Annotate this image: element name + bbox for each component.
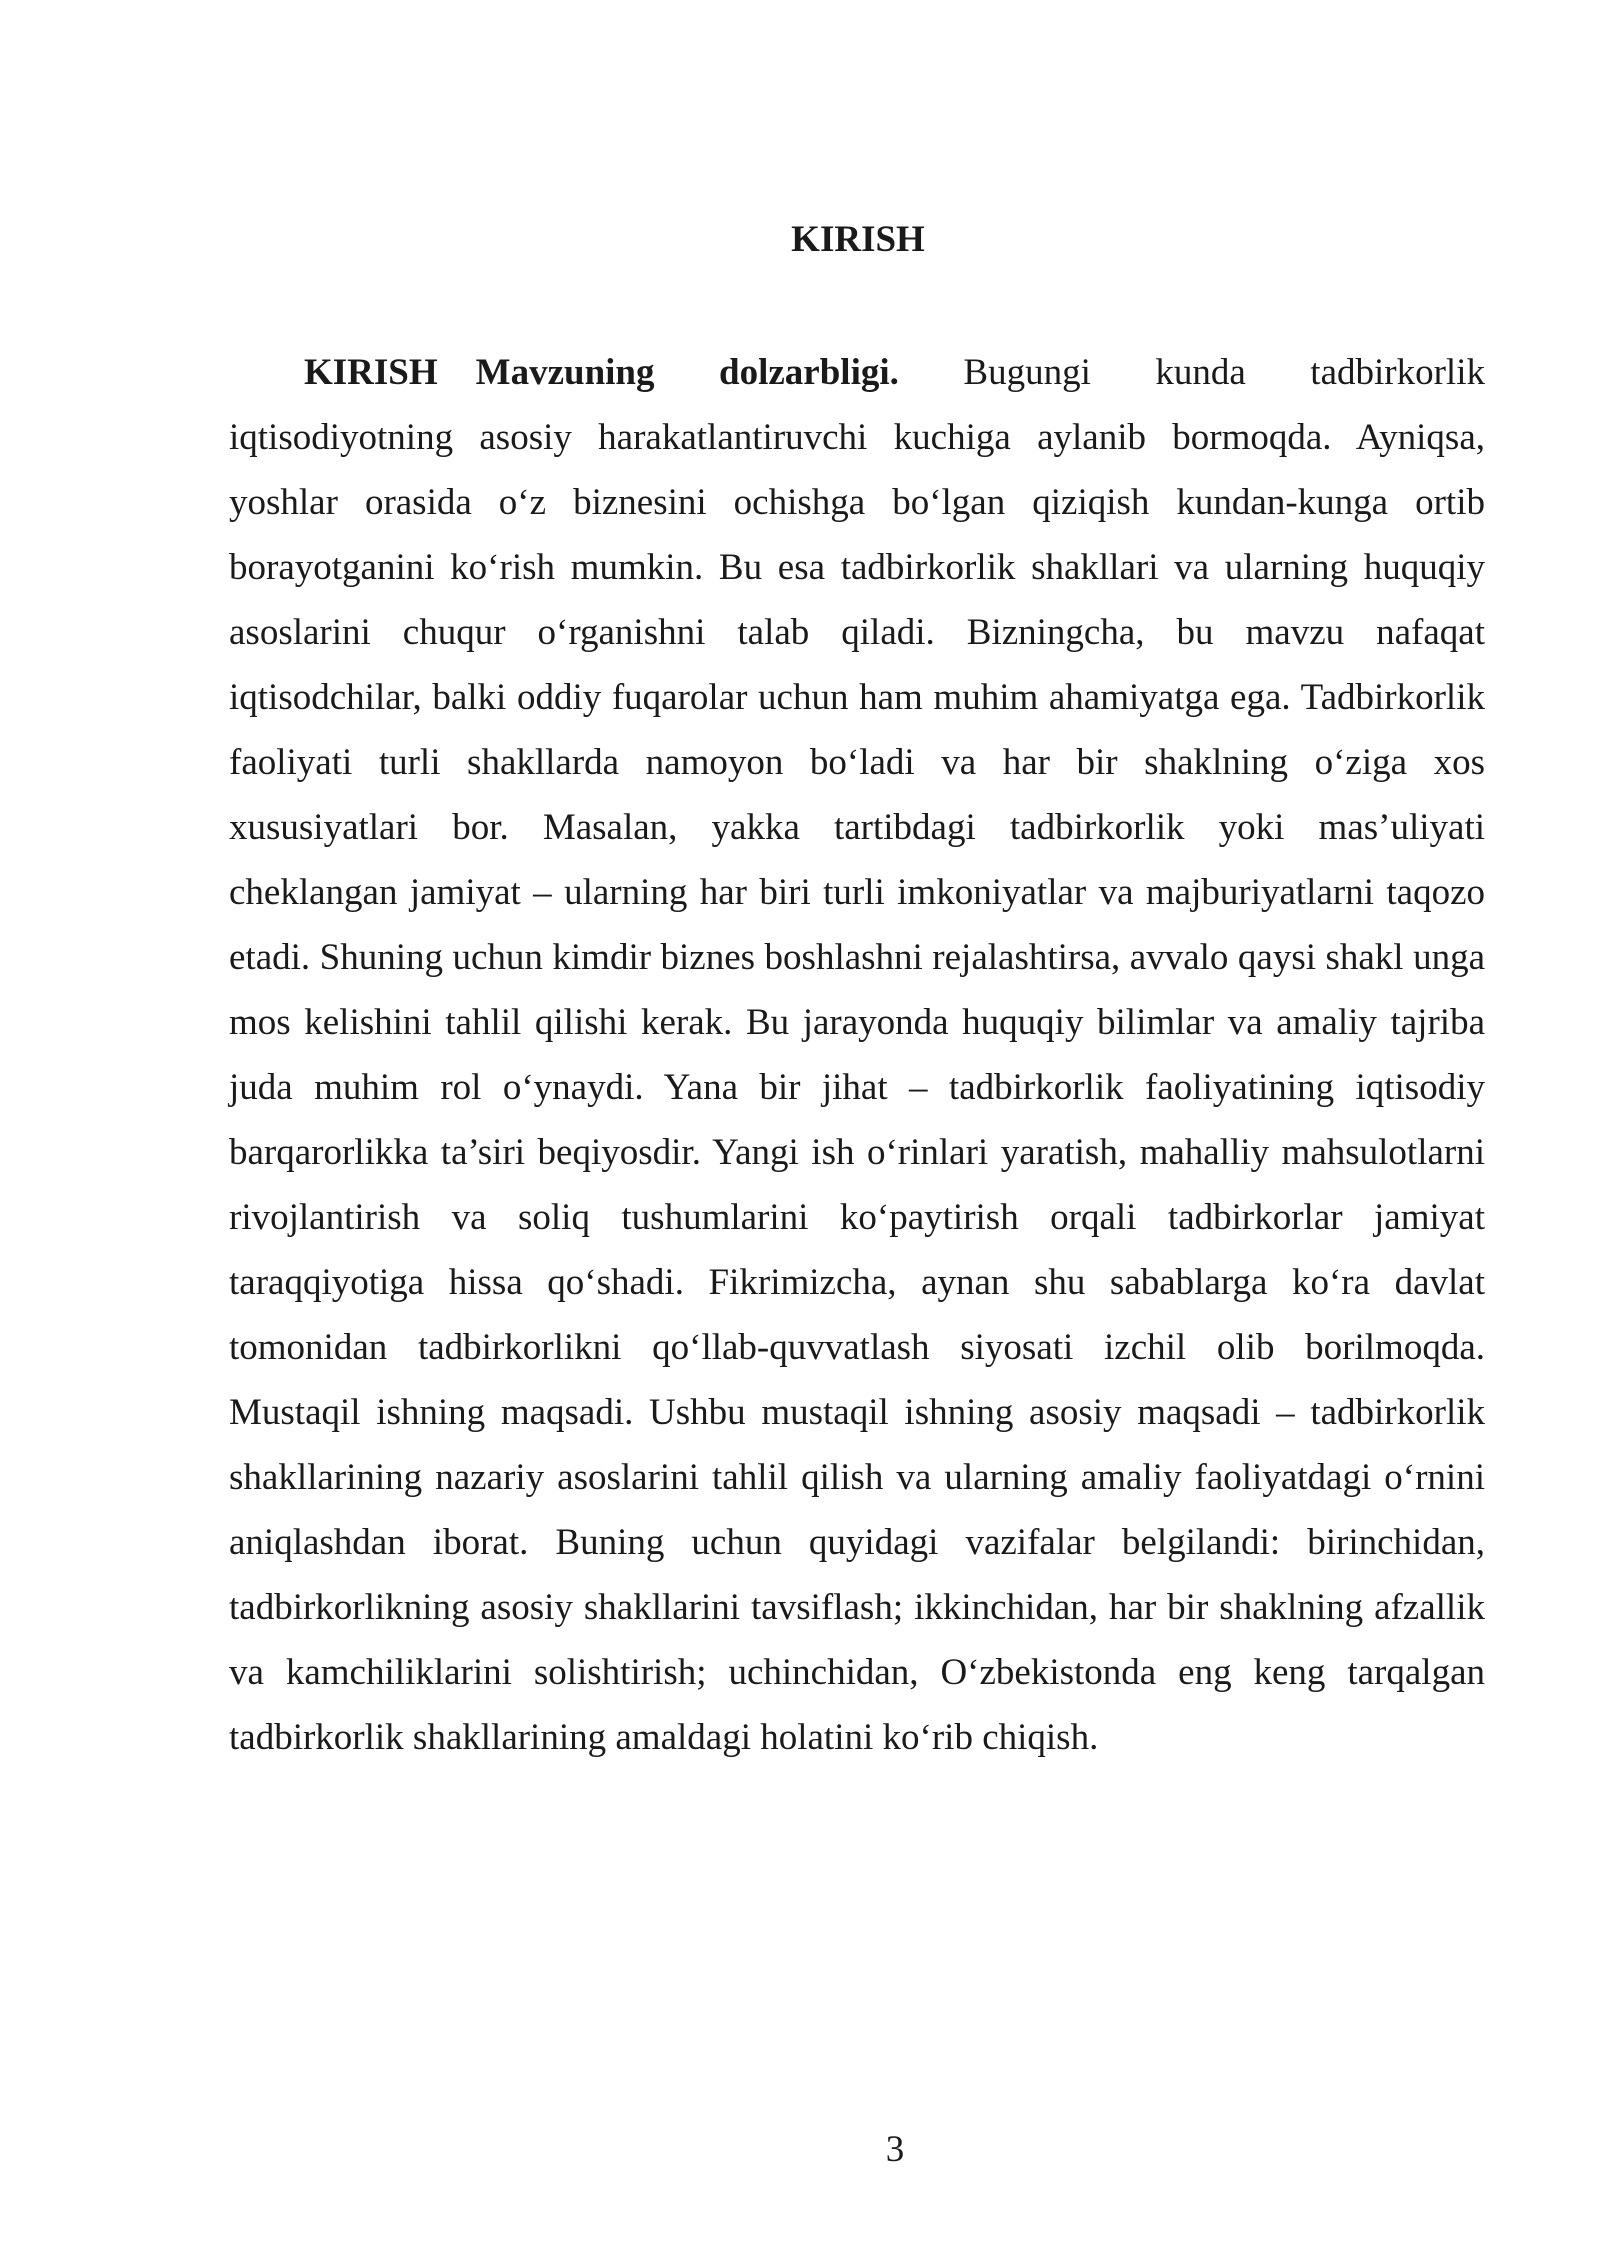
body-paragraph — [229, 340, 1485, 1770]
page-number: 3 — [885, 2129, 905, 2170]
intro-label-kirish: KIRISH — [304, 352, 438, 393]
intro-label-relevance: Mavzuning dolzarbligi. — [475, 352, 899, 393]
page-title: KIRISH — [791, 219, 925, 260]
paragraph-text: Bugungi kunda tadbirkorlik iqtisodiyotning asosiy harakatlantiruvchi kuchiga aylanib bormoqda. Ayniqsa, yoshlar orasida o‘z biznesini ochishga bo‘lgan qiziqish kundan-kunga ortib borayotganini ko‘rish mumkin. Bu esa tadbirkorlik shakllari va ularning huquqiy asoslarini chuqur o‘rganishni talab qiladi. Bizningcha, bu mavzu nafaqat iqtisodchilar, balki oddiy fuqarolar uchun ham muhim ahamiyatga ega. Tadbirkorlik faoliyati turli shakllarda namoyon bo‘ladi va har bir shaklning o‘ziga xos xususiyatlari bor. Masalan, yakka tartibdagi tadbirkorlik yoki mas’uliyati cheklangan jamiyat – ularning har biri turli imkoniyatlar va majburiyatlarni taqozo etadi. Shuning uchun kimdir biznes boshlashni rejalashtirsa, avvalo qaysi shakl unga mos kelishini tahlil qilishi kerak. Bu jarayonda huquqiy bilimlar va amaliy tajriba juda muhim rol o‘ynaydi. Yana bir jihat – tadbirkorlik faoliyatining iqtisodiy barqarorlikka ta’siri beqiyosdir. Yangi ish o‘rinlari yaratish, mahalliy mahsulotlarni rivojlantirish va soliq tushumlarini ko‘paytirish orqali tadbirkorlar jamiyat taraqqiyotiga hissa qo‘shadi. Fikrimizcha, aynan shu sabablarga ko‘ra davlat tomonidan tadbirkorlikni qo‘llab-quvvatlash siyosati izchil olib borilmoqda. Mustaqil ishning maqsadi. Ushbu mustaqil ishning asosiy maqsadi – tadbirkorlik shakllarining nazariy asoslarini tahlil qilish va ularning amaliy faoliyatdagi o‘rnini aniqlashdan iborat. Buning uchun quyidagi vazifalar belgilandi: birinchidan, tadbirkorlikning asosiy shakllarini tavsiflash; ikkinchidan, har bir shaklning afzallik va kamchiliklarini solishtirish; uchinchidan, O‘zbekistonda eng keng tarqalgan tadbirkorlik shakllarining amaldagi holatini ko‘rib chiqish. — [229, 352, 1485, 1758]
